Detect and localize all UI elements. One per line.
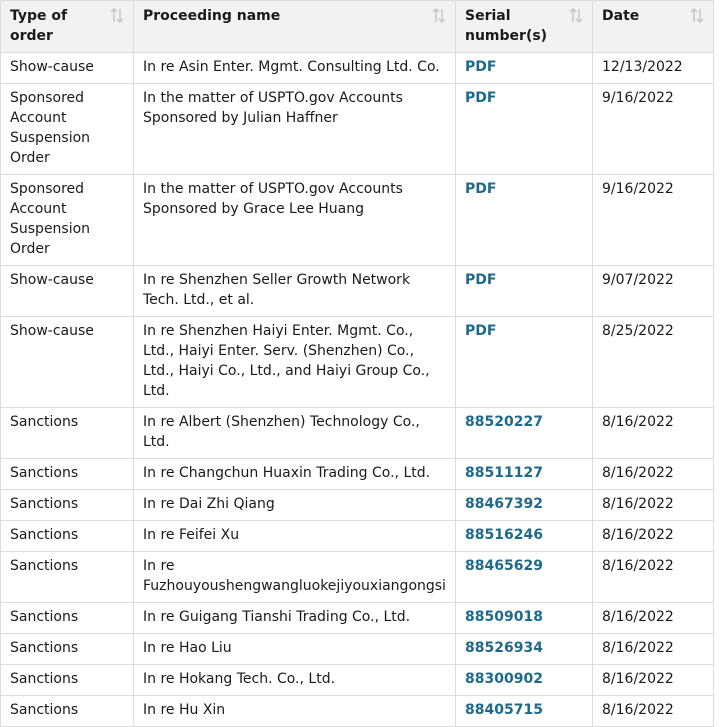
- sort-arrows-icon[interactable]: [568, 6, 584, 26]
- order-type-cell: Show-cause: [1, 266, 134, 317]
- serial-number-cell: [456, 552, 593, 603]
- proceeding-name-cell: In re Changchun Huaxin Trading Co., Ltd.: [134, 459, 456, 490]
- table-row: [1, 552, 714, 603]
- serial-number-cell: [456, 634, 593, 665]
- column-header-date[interactable]: [593, 1, 714, 53]
- serial-number-link[interactable]: 88520227: [465, 414, 543, 430]
- serial-number-link[interactable]: 88405715: [465, 702, 543, 718]
- order-type-cell: Show-cause: [1, 53, 134, 84]
- order-type-cell: Sanctions: [1, 459, 134, 490]
- column-header-label: Date: [602, 8, 640, 24]
- column-header-label: Proceeding name: [143, 8, 281, 24]
- serial-number-cell: [456, 665, 593, 696]
- serial-number-cell: [456, 84, 593, 175]
- table-row: [1, 317, 714, 408]
- serial-number-cell: [456, 408, 593, 459]
- date-cell: 8/16/2022: [593, 696, 714, 727]
- order-type-cell: Sponsored Account Suspension Order: [1, 175, 134, 266]
- serial-number-cell: [456, 175, 593, 266]
- date-cell: 9/16/2022: [593, 84, 714, 175]
- order-type-cell: Sanctions: [1, 665, 134, 696]
- serial-number-cell: [456, 266, 593, 317]
- date-cell: 8/16/2022: [593, 521, 714, 552]
- proceeding-name-cell: In the matter of USPTO.gov Accounts Sponsored by Grace Lee Huang: [134, 175, 456, 266]
- order-type-cell: Sanctions: [1, 634, 134, 665]
- serial-number-cell: [456, 521, 593, 552]
- order-type-cell: Sanctions: [1, 408, 134, 459]
- serial-number-cell: [456, 459, 593, 490]
- date-cell: 8/25/2022: [593, 317, 714, 408]
- order-type-cell: Sanctions: [1, 696, 134, 727]
- column-header-serial[interactable]: [456, 1, 593, 53]
- serial-number-link[interactable]: PDF: [465, 272, 497, 288]
- serial-number-link[interactable]: 88300902: [465, 671, 543, 687]
- date-cell: 8/16/2022: [593, 552, 714, 603]
- table-row: [1, 459, 714, 490]
- table-row: [1, 175, 714, 266]
- date-cell: 8/16/2022: [593, 490, 714, 521]
- order-type-cell: Sanctions: [1, 603, 134, 634]
- date-cell: 8/16/2022: [593, 634, 714, 665]
- table-row: [1, 696, 714, 727]
- serial-number-link[interactable]: 88516246: [465, 527, 543, 543]
- proceeding-name-cell: In re Shenzhen Haiyi Enter. Mgmt. Co., Ltd., Haiyi Enter. Serv. (Shenzhen) Co., Ltd., Haiyi Co., Ltd., and Haiyi Group Co., Ltd.: [134, 317, 456, 408]
- column-header-label: Serial number(s): [465, 8, 548, 44]
- table-row: [1, 53, 714, 84]
- date-cell: 8/16/2022: [593, 603, 714, 634]
- proceeding-name-cell: In re Dai Zhi Qiang: [134, 490, 456, 521]
- serial-number-link[interactable]: 88465629: [465, 558, 543, 574]
- table-row: [1, 408, 714, 459]
- sort-arrows-icon[interactable]: [109, 6, 125, 26]
- table-header-row: [1, 1, 714, 53]
- serial-number-cell: [456, 603, 593, 634]
- date-cell: 9/07/2022: [593, 266, 714, 317]
- serial-number-cell: [456, 317, 593, 408]
- proceeding-name-cell: In re Hokang Tech. Co., Ltd.: [134, 665, 456, 696]
- serial-number-link[interactable]: PDF: [465, 323, 497, 339]
- serial-number-link[interactable]: PDF: [465, 181, 497, 197]
- proceeding-name-cell: In re Feifei Xu: [134, 521, 456, 552]
- column-header-label: Type of order: [10, 8, 68, 44]
- order-type-cell: Sanctions: [1, 490, 134, 521]
- table-row: [1, 634, 714, 665]
- serial-number-link[interactable]: 88509018: [465, 609, 543, 625]
- serial-number-cell: [456, 53, 593, 84]
- proceeding-name-cell: In re Hu Xin: [134, 696, 456, 727]
- date-cell: 12/13/2022: [593, 53, 714, 84]
- serial-number-link[interactable]: 88526934: [465, 640, 543, 656]
- serial-number-link[interactable]: 88511127: [465, 465, 543, 481]
- table-row: [1, 84, 714, 175]
- table-row: [1, 490, 714, 521]
- serial-number-cell: [456, 696, 593, 727]
- column-header-type[interactable]: [1, 1, 134, 53]
- column-header-proceeding[interactable]: [134, 1, 456, 53]
- proceeding-name-cell: In the matter of USPTO.gov Accounts Sponsored by Julian Haffner: [134, 84, 456, 175]
- serial-number-cell: [456, 490, 593, 521]
- order-type-cell: Sanctions: [1, 521, 134, 552]
- table-row: [1, 603, 714, 634]
- order-type-cell: Sponsored Account Suspension Order: [1, 84, 134, 175]
- table-row: [1, 521, 714, 552]
- table-row: [1, 266, 714, 317]
- proceeding-name-cell: In re Albert (Shenzhen) Technology Co., Ltd.: [134, 408, 456, 459]
- proceeding-name-cell: In re Asin Enter. Mgmt. Consulting Ltd. Co.: [134, 53, 456, 84]
- proceeding-name-cell: In re Guigang Tianshi Trading Co., Ltd.: [134, 603, 456, 634]
- table-row: [1, 665, 714, 696]
- date-cell: 9/16/2022: [593, 175, 714, 266]
- sort-arrows-icon[interactable]: [431, 6, 447, 26]
- serial-number-link[interactable]: 88467392: [465, 496, 543, 512]
- table-body: [1, 53, 714, 727]
- sort-arrows-icon[interactable]: [689, 6, 705, 26]
- serial-number-link[interactable]: PDF: [465, 59, 497, 75]
- order-type-cell: Sanctions: [1, 552, 134, 603]
- proceeding-name-cell: In re Fuzhouyoushengwangluokejiyouxiangongsi: [134, 552, 456, 603]
- serial-number-link[interactable]: PDF: [465, 90, 497, 106]
- date-cell: 8/16/2022: [593, 408, 714, 459]
- proceeding-name-cell: In re Hao Liu: [134, 634, 456, 665]
- date-cell: 8/16/2022: [593, 665, 714, 696]
- proceeding-name-cell: In re Shenzhen Seller Growth Network Tech. Ltd., et al.: [134, 266, 456, 317]
- order-type-cell: Show-cause: [1, 317, 134, 408]
- date-cell: 8/16/2022: [593, 459, 714, 490]
